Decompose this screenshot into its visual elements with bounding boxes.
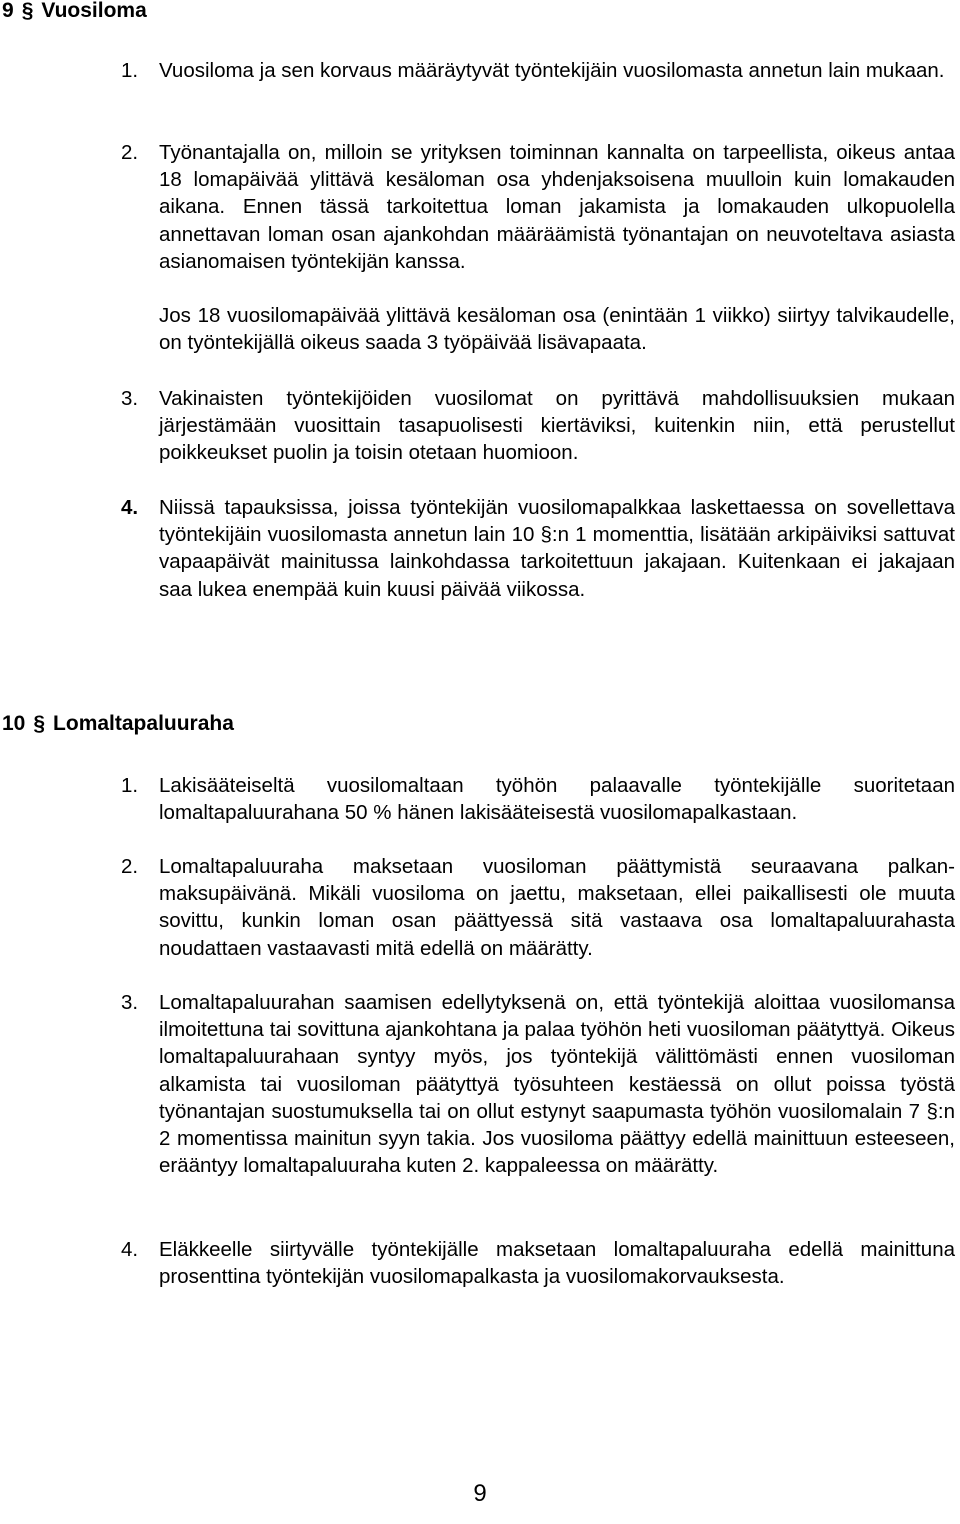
item-number: 2. — [121, 141, 139, 164]
paragraph: Vakinaisten työntekijöiden vuosilomat on pyrittävä mahdollisuuksien mukaan järjestämään vuosittain tasapuolisesti kiertäviksi, kuitenkin niin, että perustellut poikkeukset puolin ja toisin otetaan huomioon. — [159, 387, 955, 465]
item-number: 4. — [121, 496, 139, 519]
item-number: 1. — [121, 774, 139, 797]
page-number: 9 — [473, 1480, 487, 1507]
section-symbol: § — [33, 712, 46, 735]
paragraph: Vuosiloma ja sen korvaus määräytyvät työntekijäin vuosilomasta annetun lain mukaan. — [159, 59, 945, 82]
paragraph: Työnantajalla on, milloin se yrityksen toiminnan kannalta on tarpeellista, oikeus antaa 18 lomapäivää ylittävä kesäloman osa yhdenjaksoisena muulloin kuin lomakauden aikana. Ennen tässä tarkoitettua loman jakamista ja lomakauden ulkopuolella annettavan loman osan ajankohdan määräämistä työnantajan on neuvoteltava asiasta asianomaisen työntekijän kanssa. — [159, 141, 955, 273]
section-9-heading — [2, 0, 147, 23]
item-number: 4. — [121, 1238, 139, 1261]
paragraph: Eläkkeelle siirtyvälle työntekijälle maksetaan lomaltapaluuraha edellä mainittuna prosenttina työntekijän vuosilomapalkasta ja vuosilomakorvauksesta. — [159, 1238, 955, 1289]
section-number: 9 — [2, 0, 14, 22]
item-number: 1. — [121, 59, 139, 82]
paragraph: Lakisääteiseltä vuosilomaltaan työhön palaavalle työntekijälle suoritetaan lomaltapaluurahana 50 % hänen lakisääteisestä vuosilomapalkastaan. — [159, 774, 955, 825]
item-number: 2. — [121, 855, 139, 878]
section-title: Lomaltapaluuraha — [53, 712, 234, 735]
paragraph: Lomaltapaluurahan saamisen edellytyksenä on, että työntekijä aloittaa vuosilomansa ilmoitettuna tai sovittuna ajankohtana ja palaa työhön heti vuosiloman päätyttyä. Oikeus lomaltapaluurahaan syntyy myös, jos työntekijä välittömästi ennen vuosiloman alkamista tai vuosiloman päätyttyä työsuhteen kestäessä on ollut poissa työstä työnantajan suostumuksella tai on ollut estynyt saapumasta työhön vuosilomalain 7 §:n 2 momentissa mainitun syyn takia. Jos vuosiloma päättyy edellä mainittuun esteeseen, erääntyy lomaltapaluuraha kuten 2. kappaleessa on määrätty. — [159, 991, 955, 1178]
section-10-heading — [2, 712, 234, 736]
section-title: Vuosiloma — [41, 0, 147, 22]
item-number: 3. — [121, 991, 139, 1014]
paragraph: Jos 18 vuosilomapäivää ylittävä kesäloman osa (enintään 1 viikko) siirtyy talvikaudelle, on työntekijällä oikeus saada 3 työpäivää lisävapaata. — [159, 304, 955, 355]
paragraph: Lomaltapaluuraha maksetaan vuosiloman päättymistä seuraavana palkanmaksupäivänä. Mikäli vuosiloma on jaettu, maksetaan, ellei paikallisesti ole muuta sovittu, kunkin loman osan päättyessä sitä vastaava osa lomaltapaluurahasta noudattaen vastaavasti mitä edellä on määrätty. — [159, 855, 955, 960]
item-number: 3. — [121, 387, 139, 410]
section-symbol: § — [21, 0, 34, 22]
paragraph: Niissä tapauksissa, joissa työntekijän vuosilomapalkkaa laskettaessa on sovellettava työntekijäin vuosilomasta annetun lain 10 §:n 1 momenttia, lisätään arkipäiviksi sattuvat vapaapäivät mainitussa lainkohdassa tarkoitettuun jakajaan. Kuitenkaan ei jakajaan saa lukea enempää kuin kuusi päivää viikossa. — [159, 496, 955, 601]
section-number: 10 — [2, 712, 26, 735]
